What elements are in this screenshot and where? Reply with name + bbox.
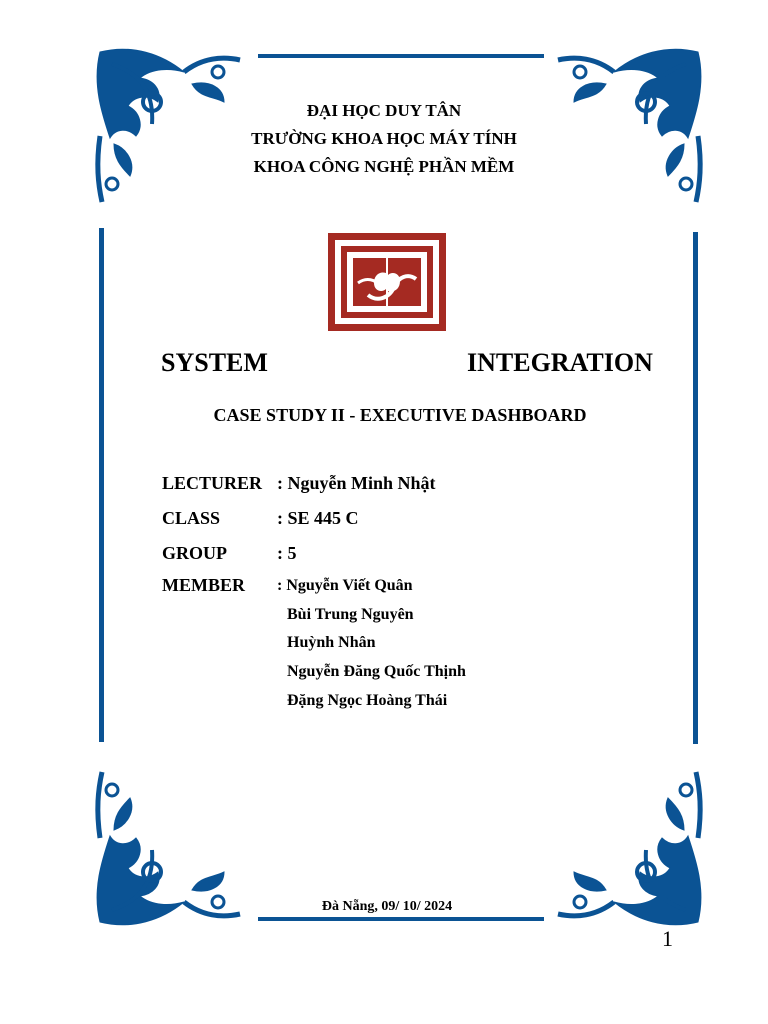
faculty-name: KHOA CÔNG NGHỆ PHẦN MỀM (253, 157, 515, 176)
member-name: : Nguyễn Viết Quân (277, 577, 413, 594)
title-word-integration: INTEGRATION (467, 348, 653, 377)
class-value: : SE 445 C (277, 508, 359, 528)
group-label: GROUP (162, 543, 227, 563)
lecturer-label: LECTURER (162, 473, 263, 493)
member-label: MEMBER (162, 575, 245, 595)
lecturer-row (162, 473, 436, 494)
member-name: Huỳnh Nhân (287, 634, 376, 651)
subtitle: CASE STUDY II - EXECUTIVE DASHBOARD (213, 405, 587, 425)
member-name: Bùi Trung Nguyên (287, 606, 414, 623)
institution-header (0, 97, 768, 181)
class-row (162, 508, 359, 529)
title-word-system: SYSTEM (161, 348, 268, 377)
class-label: CLASS (162, 508, 221, 528)
group-row (162, 543, 297, 564)
university-logo (328, 233, 446, 331)
group-value: : 5 (277, 543, 297, 563)
date-location: Đà Nẵng, 09/ 10/ 2024 (321, 899, 453, 914)
school-name: TRƯỜNG KHOA HỌC MÁY TÍNH (251, 129, 517, 148)
member-row (162, 575, 277, 596)
member-name: Đặng Ngọc Hoàng Thái (287, 692, 448, 709)
university-name: ĐẠI HỌC DUY TÂN (306, 101, 462, 120)
lecturer-value: : Nguyễn Minh Nhật (277, 473, 436, 493)
member-name: Nguyễn Đăng Quốc Thịnh (287, 663, 466, 680)
page-number: 1 (662, 926, 673, 951)
